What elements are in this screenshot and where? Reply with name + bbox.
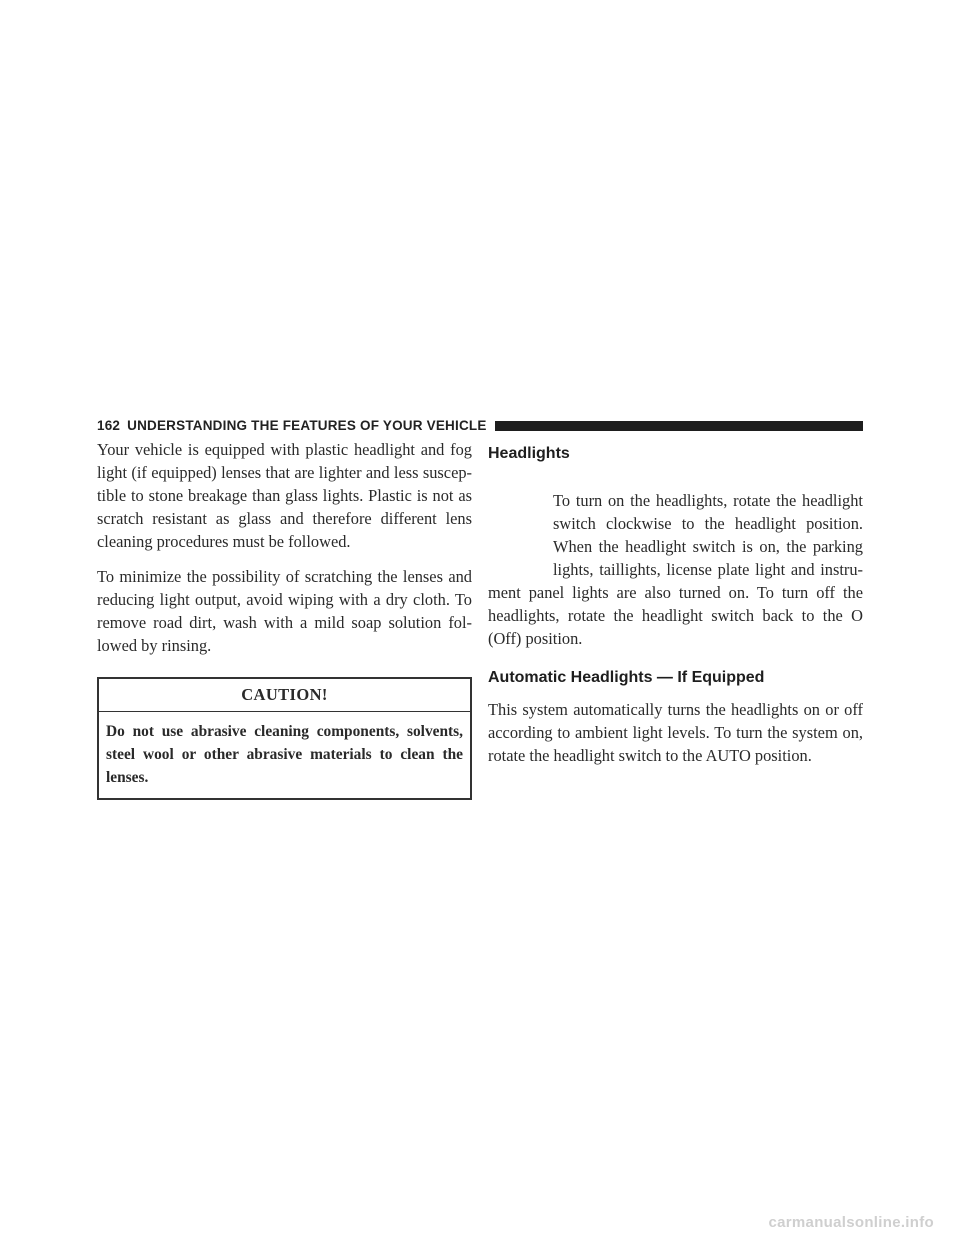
scratch-paragraph: To minimize the possibility of scratching the lenses and reducing light output, avoid wiping with a dry cloth. To remove road dirt, wash with a mild soap solution fol-lowed by rinsing. (97, 567, 472, 655)
lens-paragraph: Your vehicle is equipped with plastic headlight and fog light (if equipped) lenses that are lighter and less suscep-tible to stone breakage than glass lights. Plastic is not as scratch resistant as glass and therefore different lens cleaning procedures must be followed. (97, 440, 472, 551)
caution-box (97, 677, 472, 800)
left-column (97, 438, 472, 800)
page-header (97, 416, 863, 434)
headlights-line: To turn on the headlights, rotate the headlight (553, 491, 863, 510)
page-number: 162 (97, 417, 121, 433)
headlights-paragraph: ment panel lights are also turned on. To turn off the headlights, rotate the headlight switch back to the O (Off) position. (488, 583, 863, 648)
right-column (488, 438, 863, 767)
headlights-line: When the headlight switch is on, the parking (553, 537, 863, 556)
auto-headlights-paragraph: This system automatically turns the headlights on or off according to ambient light levels. To turn the system on, rotate the headlight switch to the AUTO position. (488, 700, 863, 765)
auto-headlights-heading: Automatic Headlights — If Equipped (488, 669, 765, 686)
header-rule (495, 421, 863, 431)
caution-text: Do not use abrasive cleaning components, solvents, steel wool or other abrasive materials to clean the lenses. (106, 723, 463, 786)
section-title: UNDERSTANDING THE FEATURES OF YOUR VEHICLE (127, 417, 487, 433)
headlights-indented-text (488, 489, 863, 581)
headlights-line: lights, taillights, license plate light and instru- (553, 560, 863, 579)
headlights-heading: Headlights (488, 445, 570, 462)
headlights-line: switch clockwise to the headlight position. (553, 514, 863, 533)
watermark: carmanualsonline.info (768, 1214, 934, 1231)
caution-title: CAUTION! (99, 679, 470, 712)
